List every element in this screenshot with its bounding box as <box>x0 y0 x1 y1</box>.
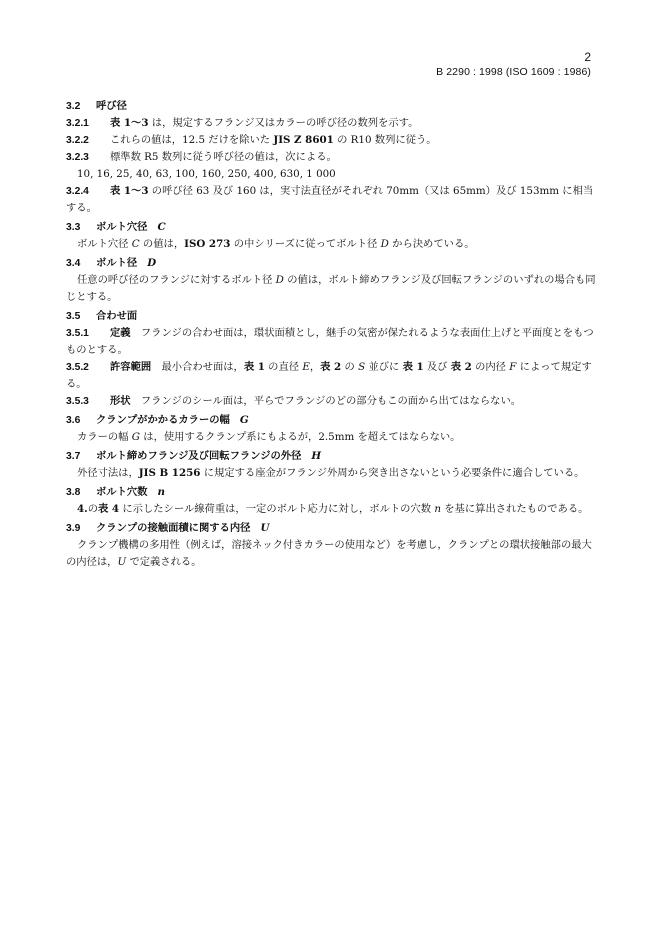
clause-ref: 4. <box>77 503 88 515</box>
variable: S <box>358 361 366 373</box>
table-ref: 表 1 <box>243 361 265 373</box>
text: を基に算出されたものである。 <box>440 503 589 515</box>
standard-ref: JIS B 1256 <box>138 467 201 479</box>
variable: D <box>275 274 284 286</box>
section-3-6-text <box>66 429 596 446</box>
table-ref: 表 2 <box>450 361 472 373</box>
clause-text: の呼び径 63 及び 160 は，実寸法直径がそれぞれ 70mm（又は 65mm）及び 153mm に相当する。 <box>66 185 594 214</box>
section-title: クランプがかかるカラーの幅 <box>96 414 230 426</box>
section-title: ボルト径 <box>96 257 138 269</box>
text: に示したシール線荷重は，一定のボルト応力に対し，ボルトの穴数 <box>119 503 435 515</box>
section-symbol: D <box>147 257 157 269</box>
section-number: 3.5 <box>66 311 81 322</box>
page-number: 2 <box>584 50 591 64</box>
standard-identifier: B 2290 : 1998 (ISO 1609 : 1986) <box>436 66 591 78</box>
table-ref: 表 2 <box>320 361 342 373</box>
clause-number: 3.5.1 <box>66 328 89 339</box>
section-3-2-heading <box>66 98 596 115</box>
r5-values: 10, 16, 25, 40, 63, 100, 160, 250, 400, 630, 1 000 <box>77 168 336 180</box>
section-3-9-text <box>66 537 596 571</box>
section-symbol: C <box>157 221 166 233</box>
text: 及び <box>423 361 451 373</box>
variable: D <box>380 238 389 250</box>
section-number: 3.4 <box>66 258 81 269</box>
variable: n <box>434 503 441 515</box>
section-number: 3.3 <box>66 222 81 233</box>
table-ref: 表 1～3 <box>110 117 149 129</box>
table-ref: 表 4 <box>98 503 120 515</box>
clause-3-5-1 <box>66 325 596 359</box>
clause-3-5-3 <box>66 393 596 410</box>
clause-number: 3.2.4 <box>66 186 89 197</box>
section-3-7-text <box>66 465 596 482</box>
text: クランプ機構の多用性（例えば，溶接ネック付きカラーの使用など）を考慮し，クランプとの環状接触部の最大の内径は， <box>66 539 592 568</box>
text: ， <box>309 361 321 373</box>
clause-3-2-1 <box>66 115 596 132</box>
clause-text: は，規定するフランジ又はカラーの呼び径の数列を示す。 <box>148 117 419 129</box>
text: の内径 <box>471 361 510 373</box>
section-3-8-heading <box>66 484 596 501</box>
section-title: 合わせ面 <box>96 310 138 322</box>
document-body <box>66 96 596 571</box>
text: カラーの幅 <box>77 431 132 443</box>
clause-3-2-4 <box>66 183 596 217</box>
section-title: ボルト締めフランジ及び回転フランジの外径 <box>96 450 302 462</box>
text: 最小合わせ面は， <box>161 361 244 373</box>
text: 外径寸法は， <box>77 467 139 479</box>
clause-label: 定義 <box>110 327 131 339</box>
section-number: 3.6 <box>66 415 81 426</box>
table-ref: 表 1 <box>402 361 424 373</box>
variable: C <box>131 238 140 250</box>
section-number: 3.2 <box>66 101 81 112</box>
text: の中シリーズに従ってボルト径 <box>230 238 381 250</box>
text: の値は， <box>139 238 185 250</box>
clause-number: 3.2.1 <box>66 118 89 129</box>
text: ボルト穴径 <box>77 238 132 250</box>
text: に規定する座金がフランジ外周から突き出さないという必要条件に適合している。 <box>200 467 585 479</box>
variable: E <box>302 361 310 373</box>
text: の値は，ボルト締めフランジ及び回転フランジのいずれの場合も同じとする。 <box>66 274 596 303</box>
clause-3-2-3 <box>66 149 596 166</box>
text: は，使用するクランプ系にもよるが，2.5mm を超えてはならない。 <box>140 431 461 443</box>
section-number: 3.9 <box>66 523 81 534</box>
section-number: 3.8 <box>66 487 81 498</box>
section-title: クランプの接触面積に関する内径 <box>96 522 251 534</box>
clause-text: フランジの合わせ面は，環状面積とし，継手の気密が保たれるような表面仕上げと平面度とをもつものとする。 <box>66 327 594 356</box>
section-symbol: G <box>239 414 249 426</box>
clause-number: 3.5.2 <box>66 362 89 373</box>
clause-label: 許容範囲 <box>110 361 152 373</box>
text: の <box>341 361 359 373</box>
variable: F <box>509 361 517 373</box>
section-3-7-heading <box>66 448 596 465</box>
clause-text: の R10 数列に従う。 <box>333 134 437 146</box>
clause-number: 3.5.3 <box>66 396 89 407</box>
section-title: 呼び径 <box>96 100 127 112</box>
table-ref: 表 1～3 <box>110 185 149 197</box>
clause-3-5-2 <box>66 359 596 393</box>
section-title: ボルト穴数 <box>96 486 148 498</box>
section-symbol: U <box>260 522 270 534</box>
section-3-4-text <box>66 272 596 306</box>
section-number: 3.7 <box>66 451 81 462</box>
section-3-3-heading <box>66 219 596 236</box>
text: の直径 <box>264 361 303 373</box>
section-3-8-text <box>66 501 596 518</box>
clause-number: 3.2.3 <box>66 152 89 163</box>
text: で定義される。 <box>126 556 202 568</box>
text: から決めている。 <box>388 238 475 250</box>
standard-ref: ISO 273 <box>184 238 231 250</box>
text: 任意の呼び径のフランジに対するボルト径 <box>77 274 276 286</box>
standard-ref: JIS Z 8601 <box>273 134 334 146</box>
variable: G <box>131 431 140 443</box>
section-symbol: H <box>311 450 322 462</box>
clause-text: 標準数 R5 数列に従う呼び径の値は，次による。 <box>110 151 337 163</box>
text: の <box>87 503 99 515</box>
clause-text: フランジのシール面は，平らでフランジのどの部分もこの面から出てはならない。 <box>140 395 522 407</box>
section-3-3-text <box>66 236 596 253</box>
section-3-4-heading <box>66 255 596 272</box>
section-3-6-heading <box>66 412 596 429</box>
clause-label: 形状 <box>110 395 131 407</box>
clause-number: 3.2.2 <box>66 135 89 146</box>
section-3-9-heading <box>66 520 596 537</box>
section-3-5-heading <box>66 308 596 325</box>
section-title: ボルト穴径 <box>96 221 148 233</box>
section-symbol: n <box>157 486 165 498</box>
clause-text: これらの値は，12.5 だけを除いた <box>110 134 274 146</box>
variable: U <box>117 556 127 568</box>
text: によって規定する。 <box>66 361 592 390</box>
clause-3-2-2 <box>66 132 596 149</box>
text: 並びに <box>365 361 403 373</box>
